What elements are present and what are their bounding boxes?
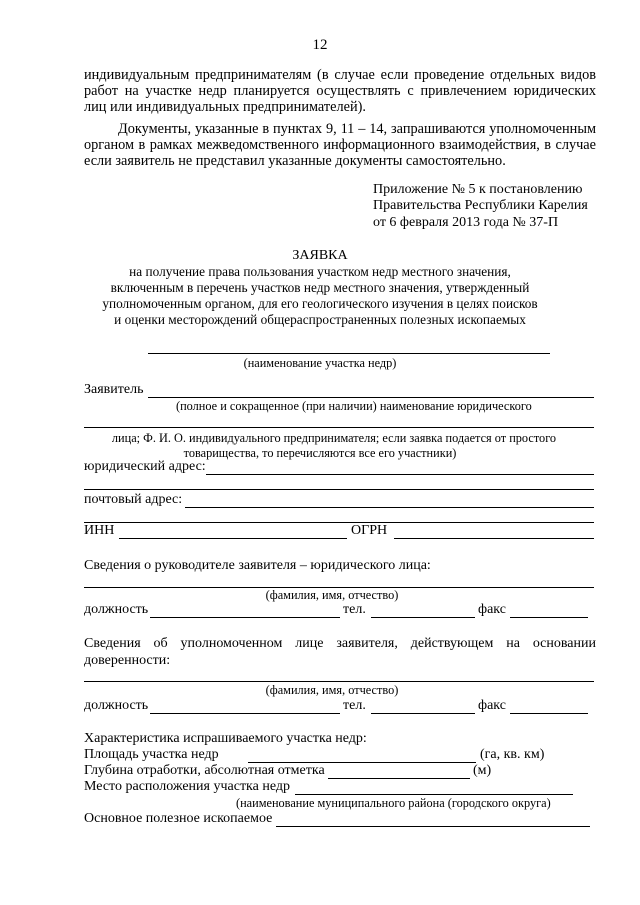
- inn-label: ИНН: [84, 523, 115, 538]
- appendix-line-2: Правительства Республики Карелия: [373, 198, 588, 214]
- location-label: Место расположения участка недр: [84, 779, 291, 794]
- ogrn-line[interactable]: [394, 538, 594, 539]
- area-label: Площадь участка недр: [84, 747, 219, 762]
- postal-address-label: почтовый адрес:: [84, 492, 183, 507]
- applicant-label: Заявитель: [84, 382, 144, 397]
- legal-address-line[interactable]: [206, 474, 594, 475]
- fax-label: факс: [478, 602, 506, 617]
- phone-line[interactable]: [371, 617, 475, 618]
- postal-address-line[interactable]: [185, 507, 594, 508]
- phone-label: тел.: [343, 602, 366, 617]
- applicant-line-2[interactable]: [84, 427, 594, 428]
- mineral-line[interactable]: [276, 826, 590, 827]
- depth-label: Глубина отработки, абсолютная отметка: [84, 763, 325, 778]
- position-label: должность: [84, 602, 149, 617]
- application-subtitle: на получение права пользования участком недр местного значения, включенным в перечень участков недр местного значения, утвержденный уполномоченным органом, для его геологического изучения в целях поисков и оценки месторождений общераспространенных полезных ископаемых: [102, 264, 538, 327]
- ogrn-label: ОГРН: [351, 523, 388, 538]
- proxy-info-label-2: доверенности:: [84, 653, 171, 668]
- applicant-line[interactable]: [148, 397, 594, 398]
- site-name-hint: (наименование участка недр): [243, 356, 397, 370]
- intro-paragraph-2: Документы, указанные в пунктах 9, 11 – 14, запрашиваются уполномоченным органом в рамках межведомственного информационного взаимодействия, в случае если заявитель не представил указанные документы самостоятельно.: [84, 121, 596, 170]
- proxy-info-label: Сведения об уполномоченном лице заявителя, действующем на основании: [84, 636, 596, 651]
- position-line-2[interactable]: [150, 713, 340, 714]
- appendix-line-1: Приложение № 5 к постановлению: [373, 182, 583, 197]
- legal-address-line-2[interactable]: [84, 489, 594, 490]
- inn-line[interactable]: [119, 538, 347, 539]
- depth-line[interactable]: [328, 778, 470, 779]
- municipal-hint: (наименование муниципального района (городского округа): [236, 796, 551, 810]
- fax-line[interactable]: [510, 617, 588, 618]
- proxy-fio-line[interactable]: [84, 681, 594, 682]
- proxy-fio-hint: (фамилия, имя, отчество): [265, 683, 399, 697]
- mineral-label: Основное полезное ископаемое: [84, 811, 273, 826]
- postal-address-line-2[interactable]: [84, 522, 594, 523]
- site-name-line[interactable]: [148, 353, 550, 354]
- application-title: ЗАЯВКА: [292, 248, 348, 263]
- appendix-reference: [373, 182, 613, 231]
- fax-label-2: факс: [478, 698, 506, 713]
- phone-line-2[interactable]: [371, 713, 475, 714]
- appendix-line-3: от 6 февраля 2013 года № 37-П: [373, 214, 559, 230]
- applicant-hint-1: (полное и сокращенное (при наличии) наименование юридического: [176, 399, 532, 413]
- fax-line-2[interactable]: [510, 713, 588, 714]
- phone-label-2: тел.: [343, 698, 366, 713]
- characteristics-label: Характеристика испрашиваемого участка недр:: [84, 731, 367, 746]
- depth-unit: (м): [473, 763, 492, 778]
- applicant-hint-2: лица; Ф. И. О. индивидуального предпринимателя; если заявка подается от простого: [111, 431, 557, 445]
- legal-address-label: юридический адрес:: [84, 459, 206, 474]
- area-unit: (га, кв. км): [480, 747, 545, 762]
- position-label-2: должность: [84, 698, 149, 713]
- page-number: 12: [312, 37, 328, 53]
- location-line[interactable]: [295, 794, 573, 795]
- applicant-hint-3: товарищества, то перечисляются все его участники): [183, 446, 457, 460]
- intro-paragraph-1: индивидуальным предпринимателям (в случае если проведение отдельных видов работ на участке недр планируется осуществлять с привлечением юридических лиц или индивидуальных предпринимателей).: [84, 67, 596, 116]
- head-info-label: Сведения о руководителе заявителя – юридического лица:: [84, 558, 431, 573]
- position-line[interactable]: [150, 617, 340, 618]
- head-fio-hint: (фамилия, имя, отчество): [265, 588, 399, 602]
